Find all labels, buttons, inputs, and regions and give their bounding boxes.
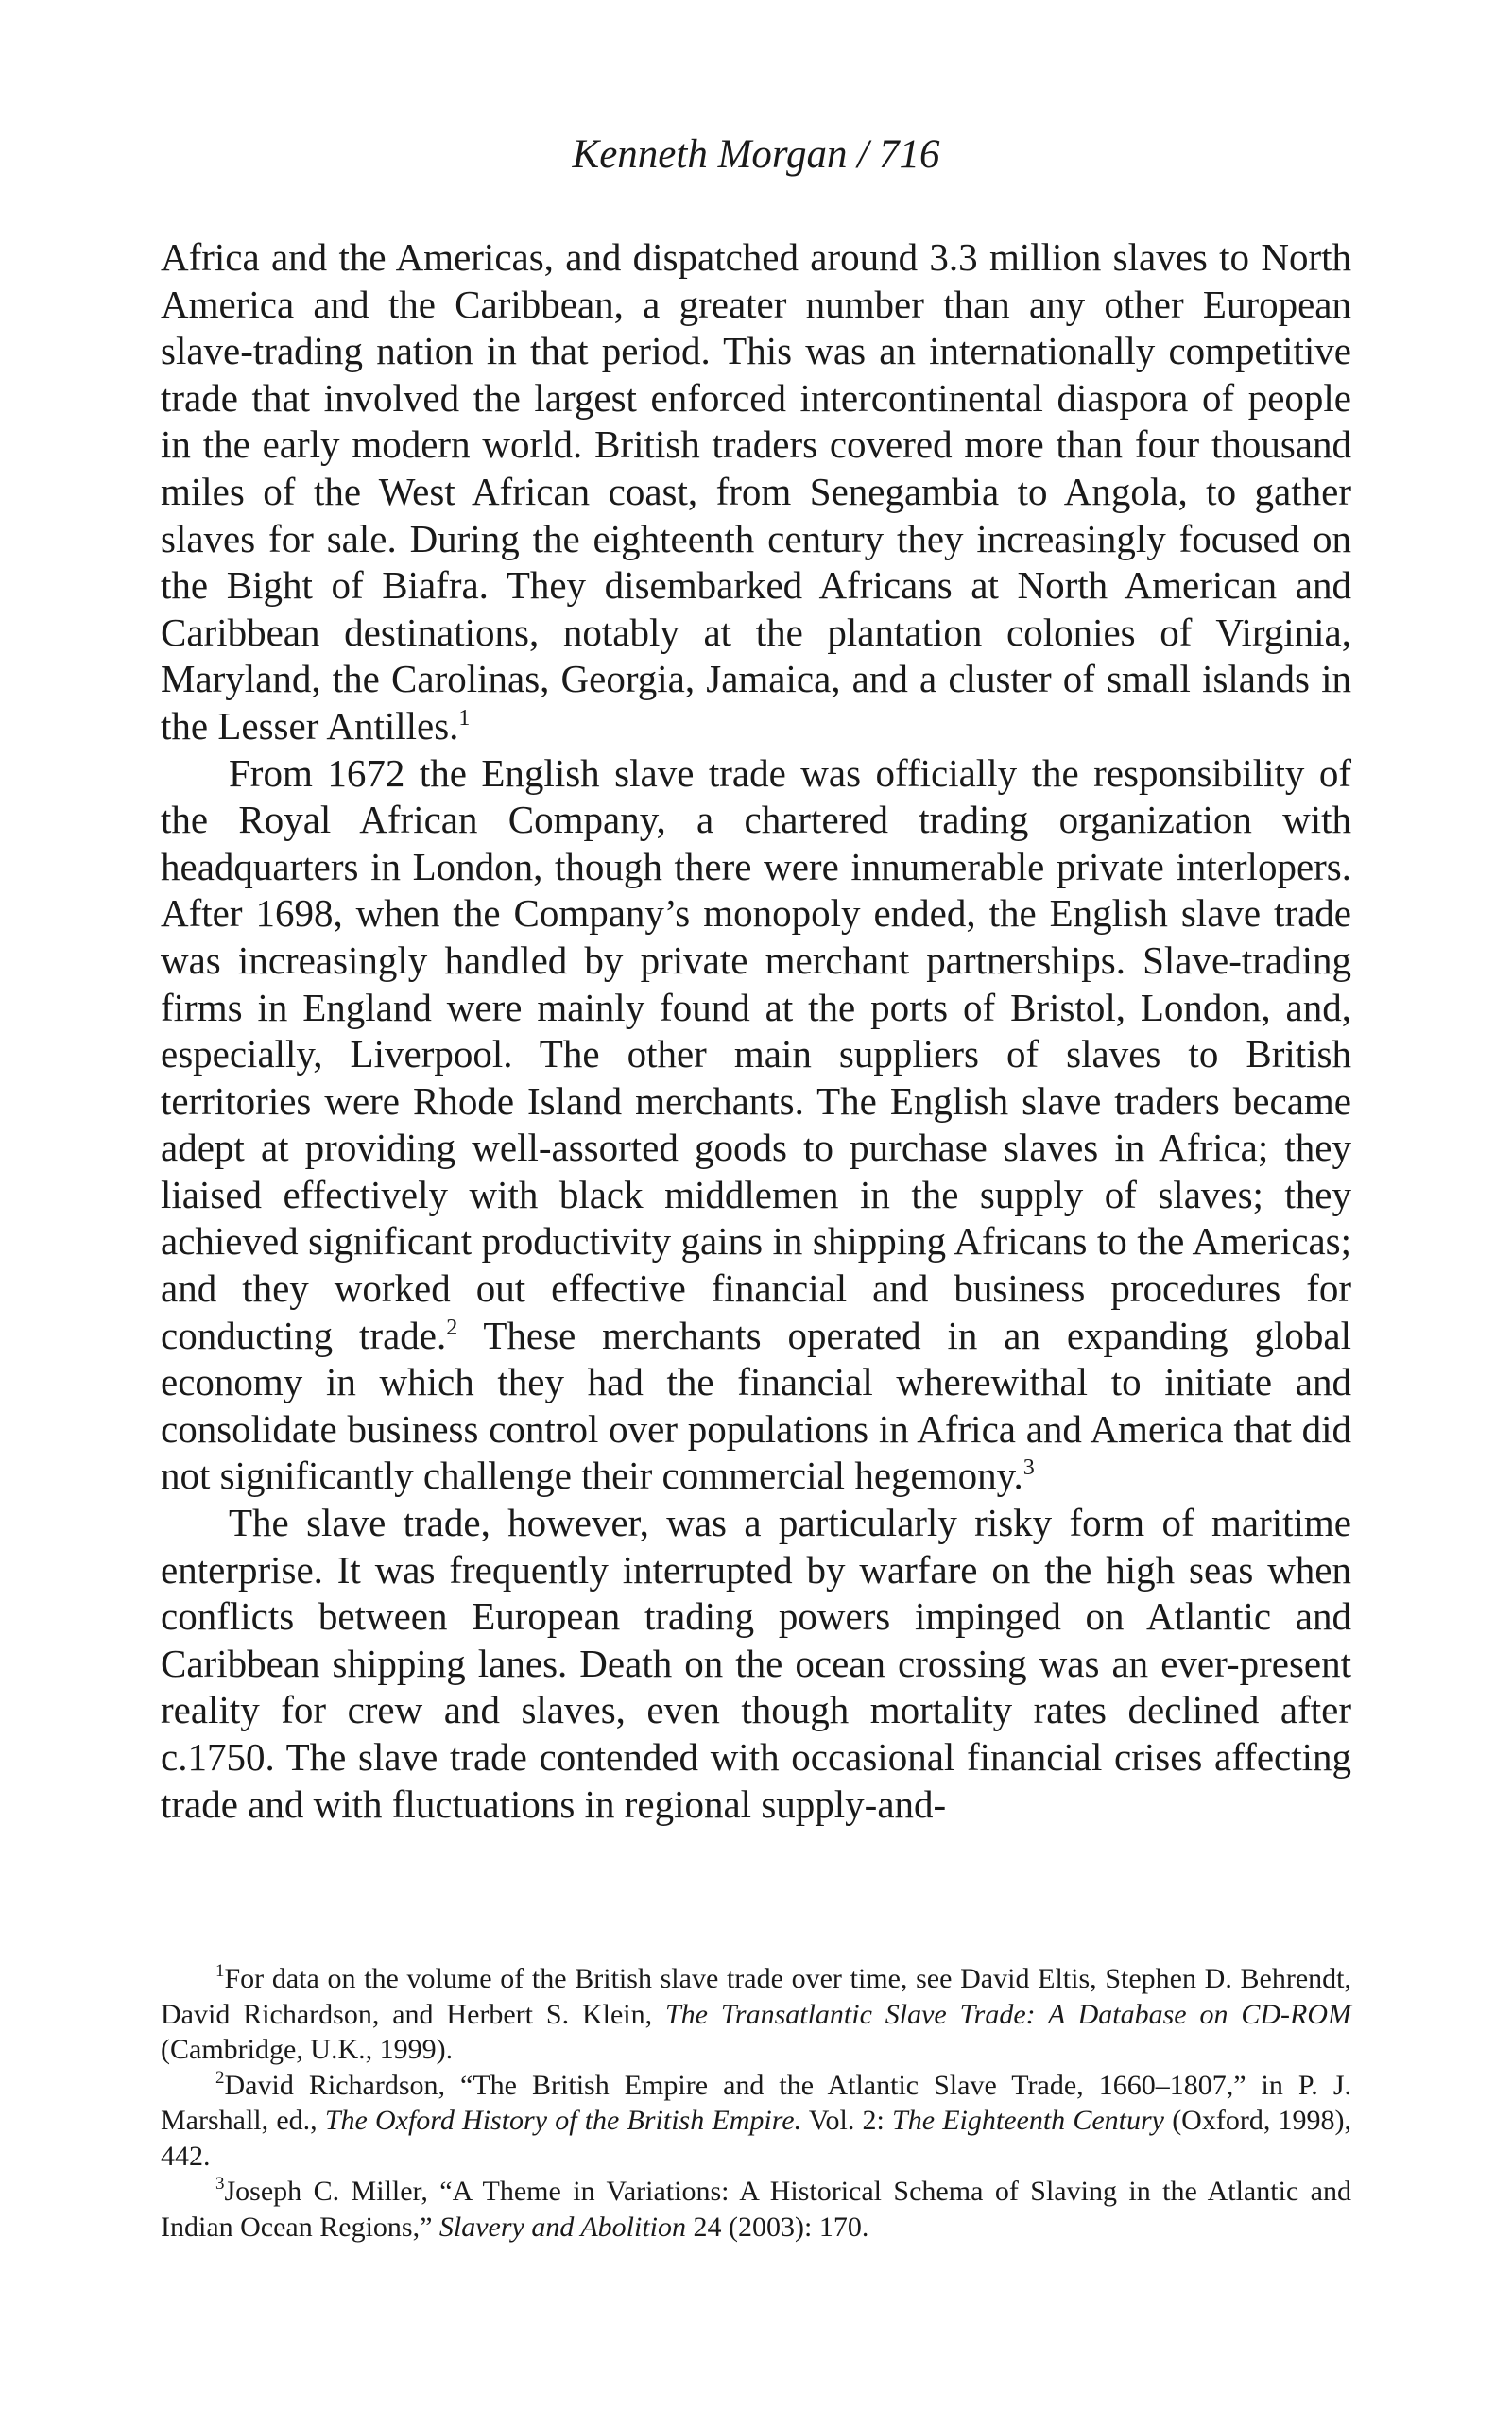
paragraph-3	[161, 1500, 1351, 1828]
paragraph-1	[161, 234, 1351, 750]
footnote-ref-2[interactable]: 2	[446, 1315, 458, 1340]
running-head: Kenneth Morgan / 716	[572, 132, 940, 177]
footnote-3	[161, 2174, 1351, 2245]
body-text	[161, 234, 1351, 1828]
footnote-ref-1[interactable]: 1	[458, 705, 471, 731]
footnote-3-title: Slavery and Abolition	[438, 2211, 686, 2243]
paragraph-3-text: The slave trade, however, was a particularly risky form of maritime enterprise. It was frequently interrupted by warfare on the high seas when conflicts between European trading powers impinged on Atlantic and Caribbean shipping lanes. Death on the ocean crossing was an ever-present reality for crew and slaves, even though mortality rates declined after c.1750. The slave trade contended with occasional financial crises affecting trade and with fluctuations in regional supply-and-	[161, 1501, 1351, 1826]
footnote-3-text-b: 24 (2003): 170.	[686, 2211, 869, 2243]
footnote-2-title-2: The Eighteenth Century	[892, 2105, 1165, 2136]
footnote-3-text-a: Joseph C. Miller, “A Theme in Variations: A Historical Schema of Slaving in the Atlantic and Indian Ocean Regions,”	[161, 2176, 1351, 2243]
footnote-1-text-a: For data on the volume of the British slave trade over time, see David Eltis, Stephen D. Behrendt, David Richardson, and Herbert S. Klein,	[161, 1963, 1351, 2030]
paragraph-1-text: Africa and the Americas, and dispatched around 3.3 million slaves to North America and the Caribbean, a greater number than any other European slave-trading nation in that period. This was an internationally competitive trade that involved the largest enforced intercontinental diaspora of people in the early modern world. British traders covered more than four thousand miles of the West African coast, from Senegambia to Angola, to gather slaves for sale. During the eighteenth century they increasingly focused on the Bight of Biafra. They disembarked Africans at North American and Caribbean destinations, notably at the plantation colonies of Virginia, Maryland, the Carolinas, Georgia, Jamaica, and a cluster of small islands in the Lesser Antilles.	[161, 235, 1351, 748]
footnote-2	[161, 2068, 1351, 2175]
footnote-number-1: 1	[215, 1961, 225, 1981]
footnote-1	[161, 1961, 1351, 2068]
paragraph-2-text-a: From 1672 the English slave trade was officially the responsibility of the Royal African Company, a chartered trading organization with headquarters in London, though there were innumerable private interlopers. After 1698, when the Company’s monopoly ended, the English slave trade was increasingly handled by private merchant partnerships. Slave-trading firms in England were mainly found at the ports of Bristol, London, and, especially, Liverpool. The other main suppliers of slaves to British territories were Rhode Island merchants. The English slave traders became adept at providing well-assorted goods to purchase slaves in Africa; they liaised effectively with black middlemen in the supply of slaves; they achieved significant productivity gains in shipping Africans to the Americas; and they worked out effective financial and business procedures for conducting trade.	[161, 750, 1351, 1357]
footnote-1-text-b: (Cambridge, U.K., 1999).	[161, 2034, 454, 2065]
paragraph-2-text-b: These merchants operated in an expanding global economy in which they had the financial wherewithal to initiate and consolidate business control over populations in Africa and America that did not significantly challenge their commercial hegemony.	[161, 1313, 1351, 1498]
footnote-2-text-c: (Oxford, 1998), 442.	[161, 2105, 1351, 2172]
footnotes	[161, 1961, 1351, 2245]
footnote-ref-3[interactable]: 3	[1022, 1455, 1035, 1481]
footnote-1-title: The Transatlantic Slave Trade: A Database on CD-ROM	[664, 1998, 1352, 2030]
paragraph-2	[161, 750, 1351, 1501]
footnote-2-title: The Oxford History of the British Empire.	[324, 2105, 802, 2136]
footnote-number-2: 2	[215, 2067, 225, 2088]
footnote-2-text-a: David Richardson, “The British Empire and the Atlantic Slave Trade, 1660–1807,” in P. J. Marshall, ed.,	[161, 2069, 1351, 2136]
footnote-number-3: 3	[215, 2174, 225, 2194]
footnote-2-text-b: Vol. 2:	[801, 2105, 893, 2136]
